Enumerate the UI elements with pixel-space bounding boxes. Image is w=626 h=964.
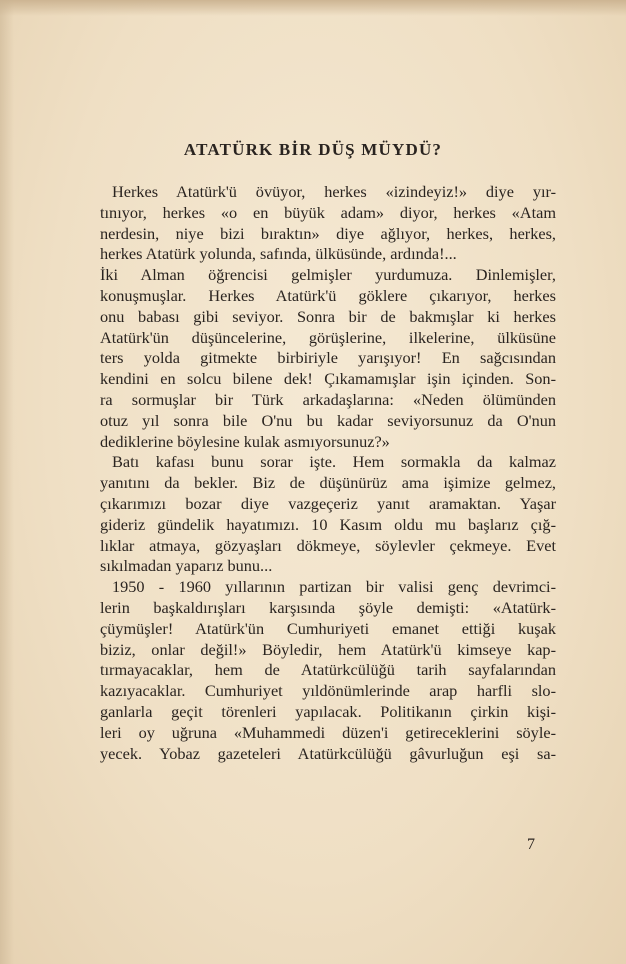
text-line: çüymüşler! Atatürk'ün Cumhuriyeti emanet ettiği kuşak <box>100 618 556 638</box>
text-line: yecek. Yobaz gazeteleri Atatürkcülüğü gâvurluğun eşi sa- <box>100 743 556 763</box>
text-line: otuz yıl sonra bile O'nu bu kadar seviyorsunuz da O'nun <box>100 410 556 430</box>
text-line: gideriz gündelik hayatımızı. 10 Kasım oldu mu başlarız çığ- <box>100 514 556 534</box>
text-line: çıkarımızı bozar diye vazgeçeriz yanıt aramaktan. Yaşar <box>100 493 556 513</box>
text-line: ra sormuşlar bir Türk arkadaşlarına: «Neden ölümünden <box>100 389 556 409</box>
page-number: 7 <box>527 836 535 853</box>
text-line: Atatürk'ün düşüncelerine, görüşlerine, ilkelerine, ülküsüne <box>100 327 556 347</box>
text-line: 1950 - 1960 yıllarının partizan bir valisi genç devrimci- <box>112 577 556 597</box>
text-line: dediklerine böylesine kulak asmıyorsunuz?» <box>100 431 390 451</box>
text-line: onu babası gibi seviyor. Sonra bir de bakmışlar ki herkes <box>100 306 556 326</box>
text-line: konuşmuşlar. Herkes Atatürk'ü göklere çıkarıyor, herkes <box>100 285 556 305</box>
text-line: biziz, onlar değil!» Böyledir, hem Atatürk'ü kimseye kap- <box>100 639 556 659</box>
page-title: ATATÜRK BİR DÜŞ MÜYDÜ? <box>183 140 443 159</box>
text-line: kazıyacaklar. Cumhuriyet yıldönümlerinde arap harfli slo- <box>100 681 556 701</box>
text-line: nerdesin, niye bizi bıraktın» diye ağlıyor, herkes, herkes, <box>100 223 556 243</box>
text-line: yanıtını da bekler. Biz de düşünürüz ama işimize gelmez, <box>100 473 556 493</box>
text-line: ters yolda gitmekte birbiriyle yarışıyor! En sağcısından <box>100 348 556 368</box>
page-top-edge <box>0 0 626 16</box>
text-line: lerin başkaldırışları karşısında şöyle demişti: «Atatürk- <box>100 597 556 617</box>
text-line: herkes Atatürk yolunda, safında, ülküsünde, ardında!... <box>100 244 457 264</box>
text-line: lıklar atmaya, gözyaşları dökmeye, söylevler çekmeye. Evet <box>100 535 556 555</box>
text-line: kendini en solcu bilene dek! Çıkamamışlar işin içinden. Son- <box>100 369 556 389</box>
text-line: tırmayacaklar, hem de Atatürkcülüğü tarih sayfalarından <box>100 660 556 680</box>
text-line: sıkılmadan yaparız bunu... <box>100 556 273 576</box>
text-line: Herkes Atatürk'ü övüyor, herkes «izindeyiz!» diye yır- <box>112 182 556 201</box>
text-line: Batı kafası bunu sorar işte. Hem sormakla da kalmaz <box>112 452 556 472</box>
text-line: ganlarla geçit törenleri yapılacak. Politikanın çirkin kişi- <box>100 701 556 721</box>
body-text <box>100 182 556 764</box>
text-line: tınıyor, herkes «o en büyük adam» diyor, herkes «Atam <box>100 202 556 222</box>
text-line: İki Alman öğrencisi gelmişler yurdumuza. Dinlemişler, <box>100 265 556 285</box>
text-line: leri oy uğruna «Muhammedi düzen'i getireceklerini söyle- <box>100 722 556 742</box>
